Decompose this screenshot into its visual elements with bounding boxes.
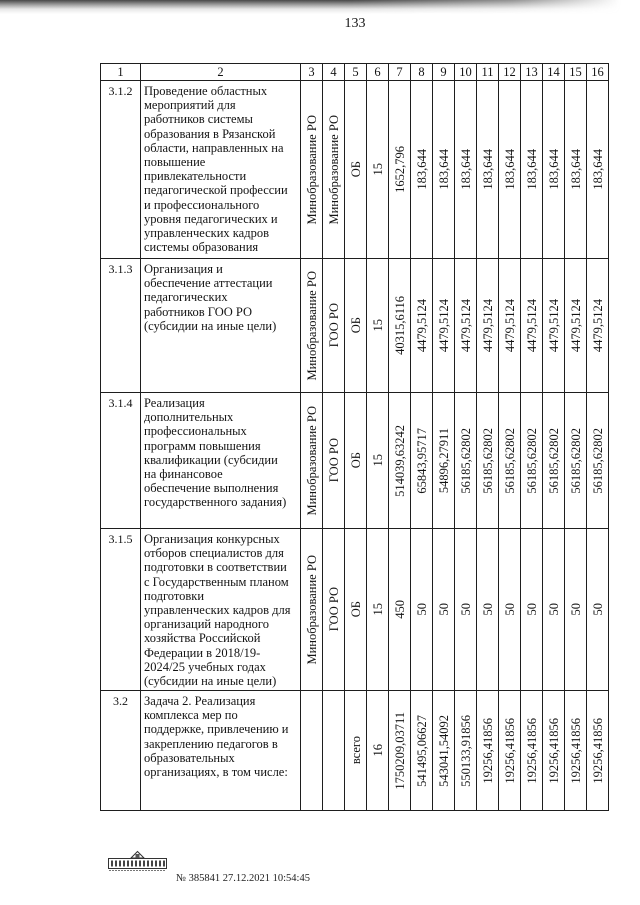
year-value-cell bbox=[455, 259, 477, 393]
year-value-cell bbox=[477, 259, 499, 393]
cell-text: 1652,796 bbox=[392, 146, 407, 193]
table-header-cell: 9 bbox=[433, 64, 455, 81]
participant-cell bbox=[323, 81, 345, 259]
cell-text: 19256,41856 bbox=[502, 717, 517, 784]
year-value-cell bbox=[499, 259, 521, 393]
year-value-cell bbox=[565, 259, 587, 393]
cell-text: 19256,41856 bbox=[590, 717, 605, 784]
cell-text: 4479,5124 bbox=[480, 298, 495, 353]
table-header-cell: 1 bbox=[101, 64, 141, 81]
table-header-cell: 10 bbox=[455, 64, 477, 81]
year-value-cell bbox=[587, 259, 609, 393]
table-header-cell: 13 bbox=[521, 64, 543, 81]
table-row bbox=[101, 81, 609, 259]
year-value-cell bbox=[521, 81, 543, 259]
cell-text: 19256,41856 bbox=[480, 717, 495, 784]
table-header-cell: 3 bbox=[301, 64, 323, 81]
year-value-cell bbox=[587, 691, 609, 811]
cell-text: Минобразование РО bbox=[304, 114, 319, 225]
year-value-cell bbox=[543, 393, 565, 529]
cell-text: 183,644 bbox=[502, 149, 517, 190]
table-header-cell: 7 bbox=[389, 64, 411, 81]
cell-text: 4479,5124 bbox=[502, 298, 517, 353]
cell-text: 183,644 bbox=[458, 149, 473, 190]
cell-text: ОБ bbox=[348, 452, 363, 469]
cell-text: Минобразование РО bbox=[304, 405, 319, 516]
year-value-cell bbox=[499, 393, 521, 529]
row-number: 3.1.4 bbox=[101, 393, 141, 529]
cell-text: 15 bbox=[370, 319, 385, 332]
code-cell bbox=[367, 529, 389, 691]
table-header-cell: 11 bbox=[477, 64, 499, 81]
row-number: 3.1.3 bbox=[101, 259, 141, 393]
cell-text: 56185,62802 bbox=[590, 427, 605, 494]
cell-text: 50 bbox=[480, 603, 495, 616]
cell-text: ОБ bbox=[348, 317, 363, 334]
cell-text: ГОО РО bbox=[326, 438, 341, 483]
cell-text: 19256,41856 bbox=[524, 717, 539, 784]
funding-source-cell bbox=[345, 691, 367, 811]
year-value-cell bbox=[455, 691, 477, 811]
year-value-cell bbox=[455, 81, 477, 259]
cell-text: всего bbox=[348, 736, 363, 765]
participant-cell bbox=[323, 259, 345, 393]
year-value-cell bbox=[587, 529, 609, 691]
cell-text: 183,644 bbox=[436, 149, 451, 190]
cell-text: 4479,5124 bbox=[436, 298, 451, 353]
year-value-cell bbox=[499, 81, 521, 259]
row-number: 3.1.5 bbox=[101, 529, 141, 691]
cell-text: 450 bbox=[392, 600, 407, 619]
building-stamp-icon bbox=[108, 850, 168, 872]
funding-source-cell bbox=[345, 529, 367, 691]
table-row bbox=[101, 393, 609, 529]
year-value-cell bbox=[521, 259, 543, 393]
cell-text: 15 bbox=[370, 454, 385, 467]
year-value-cell bbox=[543, 259, 565, 393]
cell-text: 50 bbox=[524, 603, 539, 616]
year-value-cell bbox=[565, 529, 587, 691]
year-value-cell bbox=[543, 691, 565, 811]
table-header-row bbox=[101, 64, 609, 81]
year-value-cell bbox=[455, 393, 477, 529]
total-cell bbox=[389, 529, 411, 691]
cell-text: 183,644 bbox=[524, 149, 539, 190]
cell-text: 50 bbox=[546, 603, 561, 616]
cell-text: 1750209,03711 bbox=[392, 711, 407, 790]
year-value-cell bbox=[477, 691, 499, 811]
table-header-cell: 6 bbox=[367, 64, 389, 81]
cell-text: 50 bbox=[590, 603, 605, 616]
row-title: Реализация дополнительных профессиональных программ повышения квалификации (субсидии на финансовое обеспечение выполнения государственного задания) bbox=[141, 393, 301, 529]
cell-text: ГОО РО bbox=[326, 587, 341, 632]
table-header-cell: 8 bbox=[411, 64, 433, 81]
year-value-cell bbox=[521, 393, 543, 529]
year-value-cell bbox=[477, 393, 499, 529]
cell-text: 514039,63242 bbox=[392, 424, 407, 497]
data-table bbox=[100, 63, 609, 811]
code-cell bbox=[367, 259, 389, 393]
table-header-cell: 12 bbox=[499, 64, 521, 81]
cell-text: 56185,62802 bbox=[502, 427, 517, 494]
cell-text: ГОО РО bbox=[326, 303, 341, 348]
table-header-cell: 14 bbox=[543, 64, 565, 81]
table-row bbox=[101, 259, 609, 393]
table-header-cell: 4 bbox=[323, 64, 345, 81]
year-value-cell bbox=[543, 81, 565, 259]
cell-text: 183,644 bbox=[414, 149, 429, 190]
cell-text: 65843,95717 bbox=[414, 427, 429, 494]
table-row bbox=[101, 691, 609, 811]
responsible-executor-cell bbox=[301, 81, 323, 259]
year-value-cell bbox=[411, 81, 433, 259]
funding-source-cell bbox=[345, 393, 367, 529]
cell-text: 4479,5124 bbox=[568, 298, 583, 353]
responsible-executor-cell bbox=[301, 259, 323, 393]
cell-text: 54896,27911 bbox=[436, 427, 451, 494]
year-value-cell bbox=[433, 529, 455, 691]
cell-text: 183,644 bbox=[546, 149, 561, 190]
year-value-cell bbox=[477, 81, 499, 259]
registration-number: № 385841 27.12.2021 10:54:45 bbox=[176, 873, 310, 884]
table-header-cell: 5 bbox=[345, 64, 367, 81]
row-number: 3.1.2 bbox=[101, 81, 141, 259]
cell-text: 4479,5124 bbox=[590, 298, 605, 353]
year-value-cell bbox=[455, 529, 477, 691]
table-row bbox=[101, 529, 609, 691]
year-value-cell bbox=[411, 393, 433, 529]
year-value-cell bbox=[565, 691, 587, 811]
year-value-cell bbox=[587, 393, 609, 529]
cell-text: ОБ bbox=[348, 161, 363, 178]
cell-text: ОБ bbox=[348, 601, 363, 618]
cell-text: 15 bbox=[370, 163, 385, 176]
cell-text: 543041,54092 bbox=[436, 714, 451, 787]
participant-cell bbox=[323, 691, 345, 811]
cell-text: 183,644 bbox=[590, 149, 605, 190]
cell-text: 56185,62802 bbox=[546, 427, 561, 494]
cell-text: 56185,62802 bbox=[480, 427, 495, 494]
code-cell bbox=[367, 393, 389, 529]
scan-edge bbox=[0, 0, 640, 14]
code-cell bbox=[367, 691, 389, 811]
cell-text: 56185,62802 bbox=[524, 427, 539, 494]
year-value-cell bbox=[499, 529, 521, 691]
cell-text: 40315,6116 bbox=[392, 296, 407, 355]
responsible-executor-cell bbox=[301, 393, 323, 529]
row-title: Проведение областных мероприятий для работников системы образования в Рязанской области, направленных на повышение привлекательности педагогической профессии и профессионального уровня педагогических и управленческих кадров системы образования bbox=[141, 81, 301, 259]
funding-source-cell bbox=[345, 259, 367, 393]
cell-text: 183,644 bbox=[568, 149, 583, 190]
cell-text: 50 bbox=[568, 603, 583, 616]
responsible-executor-cell bbox=[301, 529, 323, 691]
cell-text: 550133,91856 bbox=[458, 714, 473, 787]
cell-text: Минобразование РО bbox=[304, 270, 319, 381]
cell-text: 19256,41856 bbox=[568, 717, 583, 784]
cell-text: 56185,62802 bbox=[458, 427, 473, 494]
year-value-cell bbox=[543, 529, 565, 691]
year-value-cell bbox=[587, 81, 609, 259]
table-header-cell: 16 bbox=[587, 64, 609, 81]
row-title: Организация и обеспечение аттестации педагогических работников ГОО РО (субсидии на иные цели) bbox=[141, 259, 301, 393]
year-value-cell bbox=[433, 393, 455, 529]
year-value-cell bbox=[521, 691, 543, 811]
year-value-cell bbox=[499, 691, 521, 811]
cell-text: 183,644 bbox=[480, 149, 495, 190]
year-value-cell bbox=[477, 529, 499, 691]
cell-text: 16 bbox=[370, 744, 385, 757]
total-cell bbox=[389, 691, 411, 811]
responsible-executor-cell bbox=[301, 691, 323, 811]
row-title: Задача 2. Реализация комплекса мер по поддержке, привлечению и закреплению педагогов в образовательных организациях, в том числе: bbox=[141, 691, 301, 811]
table-header-cell: 2 bbox=[141, 64, 301, 81]
cell-text: 15 bbox=[370, 603, 385, 616]
participant-cell bbox=[323, 393, 345, 529]
year-value-cell bbox=[411, 259, 433, 393]
year-value-cell bbox=[411, 691, 433, 811]
cell-text: Минобразование РО bbox=[326, 114, 341, 225]
total-cell bbox=[389, 393, 411, 529]
row-title: Организация конкурсных отборов специалистов для подготовки в соответствии с Государственным планом подготовки управленческих кадров для организаций народного хозяйства Российской Федерации в 2018/19- 2024/25 учебных годах (субсидии на иные цели) bbox=[141, 529, 301, 691]
total-cell bbox=[389, 259, 411, 393]
cell-text: 4479,5124 bbox=[524, 298, 539, 353]
row-number: 3.2 bbox=[101, 691, 141, 811]
year-value-cell bbox=[521, 529, 543, 691]
year-value-cell bbox=[433, 691, 455, 811]
cell-text: 4479,5124 bbox=[546, 298, 561, 353]
cell-text: 50 bbox=[414, 603, 429, 616]
funding-source-cell bbox=[345, 81, 367, 259]
year-value-cell bbox=[565, 81, 587, 259]
total-cell bbox=[389, 81, 411, 259]
cell-text: 50 bbox=[502, 603, 517, 616]
cell-text: 56185,62802 bbox=[568, 427, 583, 494]
cell-text: 4479,5124 bbox=[414, 298, 429, 353]
cell-text: Минобразование РО bbox=[304, 554, 319, 665]
year-value-cell bbox=[565, 393, 587, 529]
cell-text: 50 bbox=[458, 603, 473, 616]
year-value-cell bbox=[433, 81, 455, 259]
cell-text: 19256,41856 bbox=[546, 717, 561, 784]
participant-cell bbox=[323, 529, 345, 691]
code-cell bbox=[367, 81, 389, 259]
page-number: 133 bbox=[344, 16, 366, 31]
cell-text: 541495,06627 bbox=[414, 714, 429, 787]
year-value-cell bbox=[411, 529, 433, 691]
table-header-cell: 15 bbox=[565, 64, 587, 81]
cell-text: 4479,5124 bbox=[458, 298, 473, 353]
year-value-cell bbox=[433, 259, 455, 393]
cell-text: 50 bbox=[436, 603, 451, 616]
